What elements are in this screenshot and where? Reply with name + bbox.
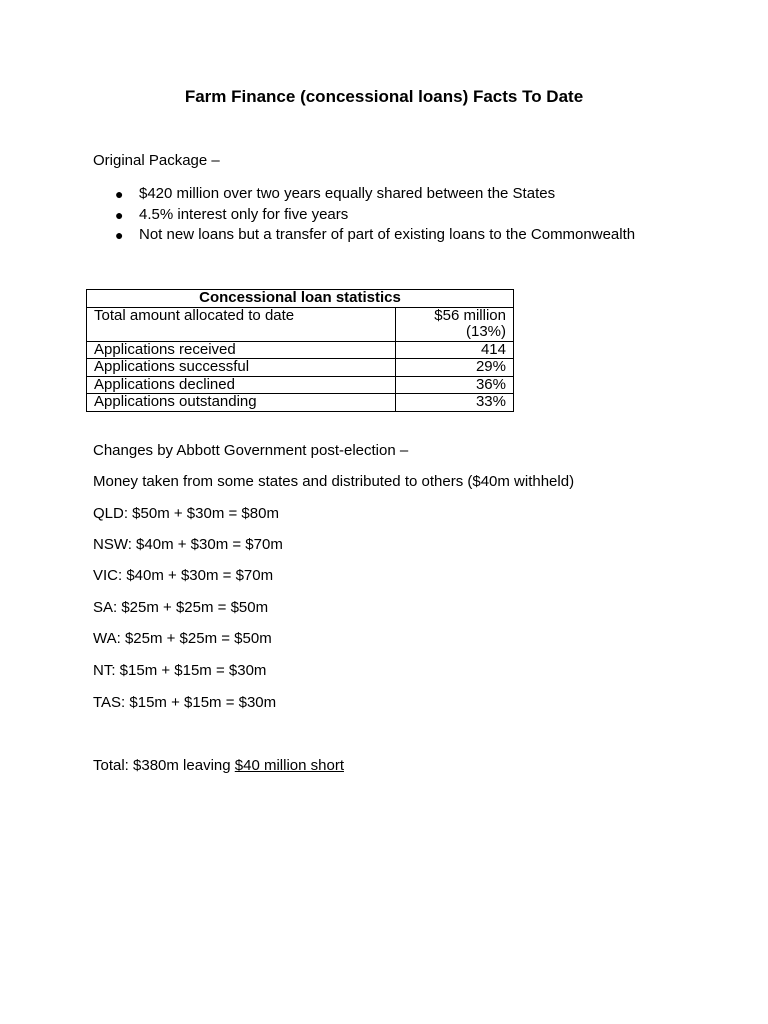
table-cell-value: 414 bbox=[396, 341, 514, 359]
state-allocation-sa: SA: $25m + $25m = $50m bbox=[93, 599, 269, 616]
table-cell-value bbox=[396, 307, 514, 341]
list-item-text: 4.5% interest only for five years bbox=[139, 205, 349, 223]
list-item-text: $420 million over two years equally shared between the States bbox=[139, 185, 556, 202]
table-row bbox=[87, 394, 514, 412]
list-item bbox=[93, 184, 635, 205]
table-cell-label: Applications received bbox=[87, 341, 396, 359]
money-taken-text: Money taken from some states and distributed to others ($40m withheld) bbox=[93, 473, 575, 490]
state-allocation-nt: NT: $15m + $15m = $30m bbox=[93, 662, 267, 679]
table-cell-label: Applications outstanding bbox=[87, 394, 396, 412]
total-line bbox=[93, 757, 344, 774]
table-row bbox=[87, 359, 514, 377]
original-package-list bbox=[93, 184, 635, 246]
changes-heading: Changes by Abbott Government post-election – bbox=[93, 442, 409, 459]
list-item bbox=[93, 205, 635, 226]
table-header: Concessional loan statistics bbox=[87, 290, 514, 308]
value-line: $56 million bbox=[434, 306, 506, 324]
table-cell-label: Applications declined bbox=[87, 376, 396, 394]
table-cell-label: Applications successful bbox=[87, 359, 396, 377]
state-allocation-tas: TAS: $15m + $15m = $30m bbox=[93, 694, 277, 711]
total-text: Total: $380m leaving bbox=[93, 757, 235, 774]
table-row bbox=[87, 307, 514, 341]
table-cell-value: 29% bbox=[396, 359, 514, 377]
state-allocation-vic: VIC: $40m + $30m = $70m bbox=[93, 567, 274, 584]
table-row bbox=[87, 376, 514, 394]
table-row bbox=[87, 341, 514, 359]
table-cell-value: 36% bbox=[396, 376, 514, 394]
state-allocation-nsw: NSW: $40m + $30m = $70m bbox=[93, 536, 283, 553]
concessional-loan-table bbox=[86, 289, 514, 412]
state-allocation-qld: QLD: $50m + $30m = $80m bbox=[93, 505, 279, 522]
original-package-heading: Original Package – bbox=[93, 152, 220, 169]
bullet-icon: ● bbox=[115, 227, 124, 243]
list-item-text: Not new loans but a transfer of part of existing loans to the Commonwealth bbox=[139, 226, 636, 243]
bullet-icon: ● bbox=[115, 206, 124, 223]
state-allocation-wa: WA: $25m + $25m = $50m bbox=[93, 630, 272, 647]
value-line: (13%) bbox=[465, 323, 506, 340]
bullet-icon: ● bbox=[115, 186, 124, 202]
table-header-row bbox=[87, 290, 514, 308]
table-cell-value: 33% bbox=[396, 394, 514, 412]
table-cell-label: Total amount allocated to date bbox=[87, 307, 396, 341]
total-shortfall: $40 million short bbox=[234, 757, 344, 774]
list-item bbox=[93, 225, 635, 246]
document-title: Farm Finance (concessional loans) Facts To Date bbox=[184, 87, 584, 106]
